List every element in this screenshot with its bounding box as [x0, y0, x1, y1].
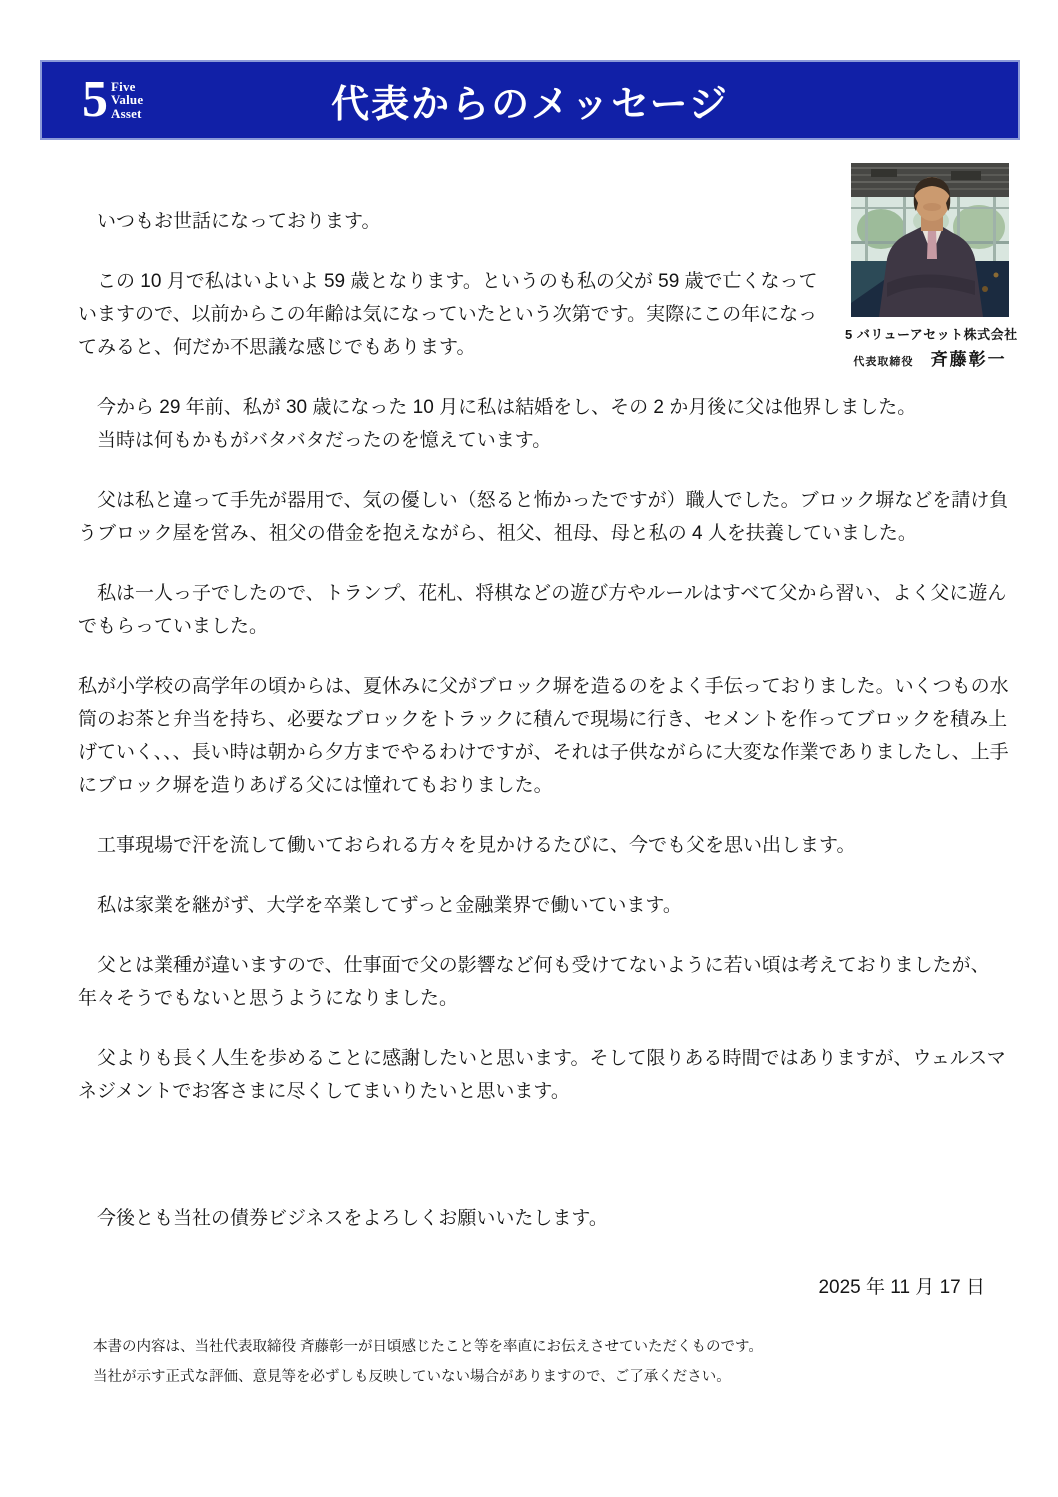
paragraph-finance-career: 私は家業を継がず、大学を卒業してずっと金融業界で働いています。 [97, 895, 682, 916]
paragraph-summer-work: 私が小学校の高学年の頃からは、夏休みに父がブロック塀を造るのをよく手伝っておりました。いくつもの水筒のお茶と弁当を持ち、必要なブロックをトラックに積んで現場に行き、セメントを作ってブロックを積み上げていく、、、長い時は朝から夕方までやるわけですが、それは子供ながらに大変な作業でありましたし、上手にブロック塀を造りあげる父には憧れてもおりました。 [78, 676, 1009, 796]
disclaimer-notes [78, 1332, 1015, 1392]
paragraph-age-59: この 10 月で私はいよいよ 59 歳となります。というのも私の父が 59 歳で亡くなっていますので、以前からこの年齢は気になっていたという次第です。実際にこの年になってみると、何だか不思議な感じでもあります。 [78, 271, 818, 358]
disclaimer-line-1: 本書の内容は、当社代表取締役 斉藤彰一が日頃感じたこと等を率直にお伝えさせていただくものです。 [93, 1339, 763, 1355]
ceo-portrait-figure [845, 163, 1018, 373]
paragraph-father-craftsman: 父は私と違って手先が器用で、気の優しい（怒ると怖かったですが）職人でした。ブロック塀などを請け負うブロック屋を営み、祖父の借金を抱えながら、祖父、祖母、母と私の 4 人を扶養していました。 [78, 490, 1009, 544]
paragraph-construction-sites: 工事現場で汗を流して働いておられる方々を見かけるたびに、今でも父を思い出します。 [97, 835, 856, 856]
date-line: 2025 年 11 月 17 日 [818, 1277, 985, 1298]
logo-word-value: Value [111, 92, 144, 108]
portrait-caption [845, 326, 1018, 373]
ceo-portrait-photo [851, 163, 1009, 317]
paragraph-closing: 今後とも当社の債券ビジネスをよろしくお願いいたします。 [97, 1208, 608, 1229]
logo-numeral: 5 [82, 71, 108, 128]
caption-role-name [845, 349, 1015, 373]
logo-word-five: Five [111, 78, 136, 94]
logo-word-asset: Asset [111, 105, 142, 121]
caption-company-name: 5 バリューアセット株式会社 [845, 327, 1018, 342]
disclaimer-line-2: 当社が示す正式な評価、意見等を必ずしも反映していない場合がありますので、ご了承ください。 [93, 1369, 731, 1385]
page-title: 代表からのメッセージ [331, 83, 729, 126]
paragraph-marriage-cont: 当時は何もかもがバタバタだったのを憶えています。 [97, 430, 552, 451]
paragraph-greeting: いつもお世話になっております。 [97, 211, 381, 232]
caption-person-name: 斉藤彰一 [930, 350, 1007, 369]
paragraph-gratitude: 父よりも長く人生を歩めることに感謝したいと思います。そして限りある時間ではありますが、ウェルスマネジメントでお客さまに尽くしてまいりたいと思います。 [78, 1048, 1006, 1102]
letter-body [78, 163, 1018, 1392]
paragraph-fathers-influence: 父とは業種が違いますので、仕事面で父の影響など何も受けてないように若い頃は考えておりましたが、年々そうでもないと思うようになりました。 [78, 955, 990, 1009]
caption-role: 代表取締役 [853, 356, 914, 368]
paragraph-only-child: 私は一人っ子でしたので、トランプ、花札、将棋などの遊び方やルールはすべて父から習い、よく父に遊んでもらっていました。 [78, 583, 1007, 637]
paragraph-marriage: 今から 29 年前、私が 30 歳になった 10 月に私は結婚をし、その 2 か月後に父は他界しました。 [97, 397, 917, 418]
header-bar [40, 60, 1020, 140]
